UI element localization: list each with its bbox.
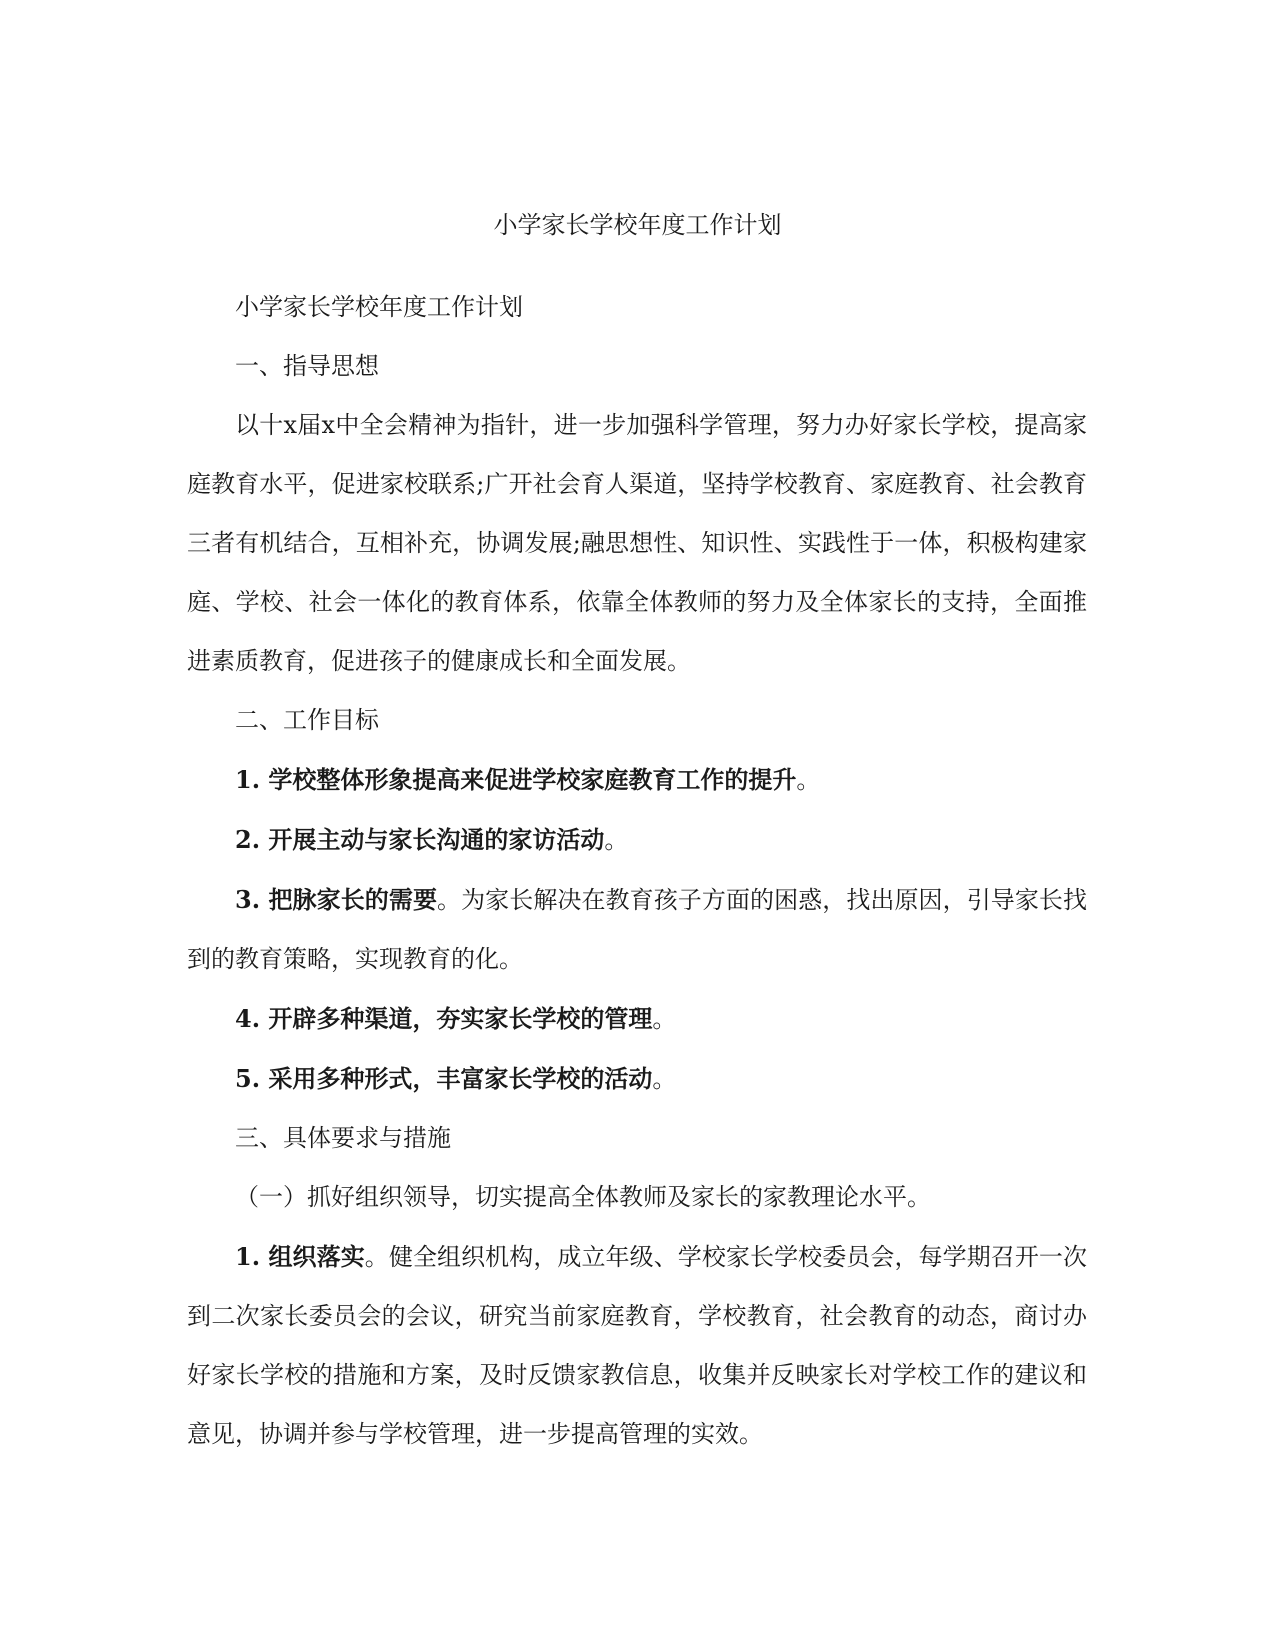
section-heading-guiding-ideology: 一、指导思想 (235, 352, 379, 380)
goal-item-3 (187, 870, 1087, 989)
goal-item-5 (187, 1049, 1087, 1109)
goal-item-3-bold: 3. 把脉家长的需要 (235, 885, 438, 914)
goal-item-3-tail: 。为家长解决在教育孩子方面的困惑，找出原因，引导家长找到的教育策略，实现教育的化。 (187, 886, 1088, 973)
goal-item-4-bold: 4. 开辟多种渠道，夯实家长学校的管理 (235, 1004, 653, 1033)
document-title: 小学家长学校年度工作计划 (493, 211, 782, 239)
goal-item-2 (187, 810, 1087, 870)
measure-item-1-bold: 1. 组织落实 (235, 1242, 365, 1271)
goal-item-4-tail: 。 (652, 1005, 677, 1033)
section-heading-requirements-measures: 三、具体要求与措施 (235, 1124, 451, 1152)
goal-item-4 (187, 989, 1087, 1049)
section-heading-work-goals: 二、工作目标 (235, 706, 379, 734)
goal-item-5-bold: 5. 采用多种形式，丰富家长学校的活动 (235, 1064, 653, 1093)
measure-item-1-tail: 。健全组织机构，成立年级、学校家长学校委员会，每学期召开一次到二次家长委员会的会议，研究当前家庭教育，学校教育，社会教育的动态，商讨办好家长学校的措施和方案，及时反馈家教信息，收集并反映家长对学校工作的建议和意见，协调并参与学校管理，进一步提高管理的实效。 (187, 1243, 1087, 1448)
goal-item-2-bold: 2. 开展主动与家长沟通的家访活动 (235, 825, 605, 854)
subsection-heading-organization: （一）抓好组织领导，切实提高全体教师及家长的家教理论水平。 (235, 1183, 931, 1211)
document-body (187, 278, 1087, 1464)
paragraph-guiding-ideology: 以十x届x中全会精神为指针，进一步加强科学管理，努力办好家长学校，提高家庭教育水平，促进家校联系;广开社会育人渠道，坚持学校教育、家庭教育、社会教育三者有机结合，互相补充，协调发展;融思想性、知识性、实践性于一体，积极构建家庭、学校、社会一体化的教育体系，依靠全体教师的努力及全体家长的支持，全面推进素质教育，促进孩子的健康成长和全面发展。 (187, 411, 1087, 675)
goal-item-5-tail: 。 (652, 1065, 677, 1093)
document-subtitle: 小学家长学校年度工作计划 (235, 293, 523, 321)
goal-item-1-bold: 1. 学校整体形象提高来促进学校家庭教育工作的提升 (235, 765, 797, 794)
goal-item-2-tail: 。 (604, 826, 629, 854)
goal-item-1 (187, 750, 1087, 810)
measure-item-1 (187, 1227, 1087, 1464)
goal-item-1-tail: 。 (796, 766, 821, 794)
